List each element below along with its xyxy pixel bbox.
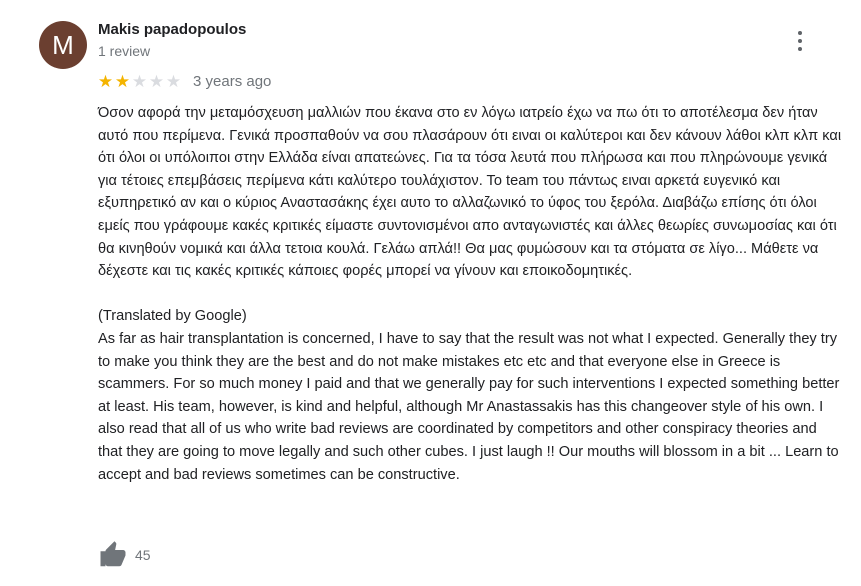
avatar[interactable]: M (39, 21, 87, 69)
author-review-count: 1 review (98, 43, 151, 59)
star-rating (97, 73, 182, 90)
star-filled-icon: ★ (97, 71, 114, 91)
thumbs-up-icon[interactable] (98, 540, 128, 570)
star-filled-icon: ★ (114, 71, 131, 91)
star-empty-icon: ★ (131, 71, 148, 91)
star-empty-icon: ★ (148, 71, 165, 91)
review-date: 3 years ago (193, 72, 272, 90)
more-options-button[interactable] (788, 28, 812, 54)
like-count: 45 (135, 547, 151, 563)
star-empty-icon: ★ (165, 71, 182, 91)
review-text: Όσον αφορά την μεταμόσχευση μαλλιών που έκανα στο εν λόγω ιατρείο έχω να πω ότι το αποτέλεσμα δεν ήταν αυτό που περίμενα. Γενικά προσπαθούν να σου πλασάρουν ότι ειναι οι καλύτεροι και δεν κάνουν λάθοι κλπ κλπ και ότι όλοι οι υπόλοιποι στην Ελλάδα είναι απατεώνες. Για τα τόσα λευτά που πλήρωσα και που πληρώνουμε γενικά για τέτοιες επεμβάσεις περίμενα κάτι καλύτερο τουλάχιστον. Το team του πάντως ειναι αρκετά ευγενικό και εξυπηρετικό αν και ο κύριος Αναστασάκης έχει αυτο το αλλαζωνικό το ύφος του ξερόλα. Διαβάζω επίσης ότι όλοι εμείς που γράφουμε κακές κριτικές είμαστε συντονισμένοι απο ανταγωνιστές και άλλες θεωρίες συνωμοσίας και ότι θα κινηθούν νομικά και άλλα τετοια κουλά. Γελάω απλά!! Θα μας φυμώσουν και τα στόματα σε λίγο... Μάθετε να δέχεστε και τις κακές κριτικές κάποιες φορές μπορεί να γίνουν και εποικοδομητικές. (Translated by Google) As far as hair transplantation is concerned, I have to say that the result was not what I expected. Generally they try to make you think they are the best and do not make mistakes etc etc and that everyone else in Greece is scammers. For so much money I paid and that we generally pay for such interventions I expected something better at least. His team, however, is kind and helpful, although Mr Anastassakis has this changeover style of his own. I also read that all of us who write bad reviews are coordinated by competitors and other conspiracy theories and that they are going to move legally and such other cubes. I just laugh !! Our mouths will blossom in a bit ... Learn to accept and bad reviews sometimes can be constructive. (98, 105, 842, 483)
like-row (98, 540, 151, 570)
rating-row (97, 71, 271, 91)
more-vertical-icon (798, 31, 802, 35)
author-name[interactable]: Makis papadopoulos (98, 21, 247, 38)
